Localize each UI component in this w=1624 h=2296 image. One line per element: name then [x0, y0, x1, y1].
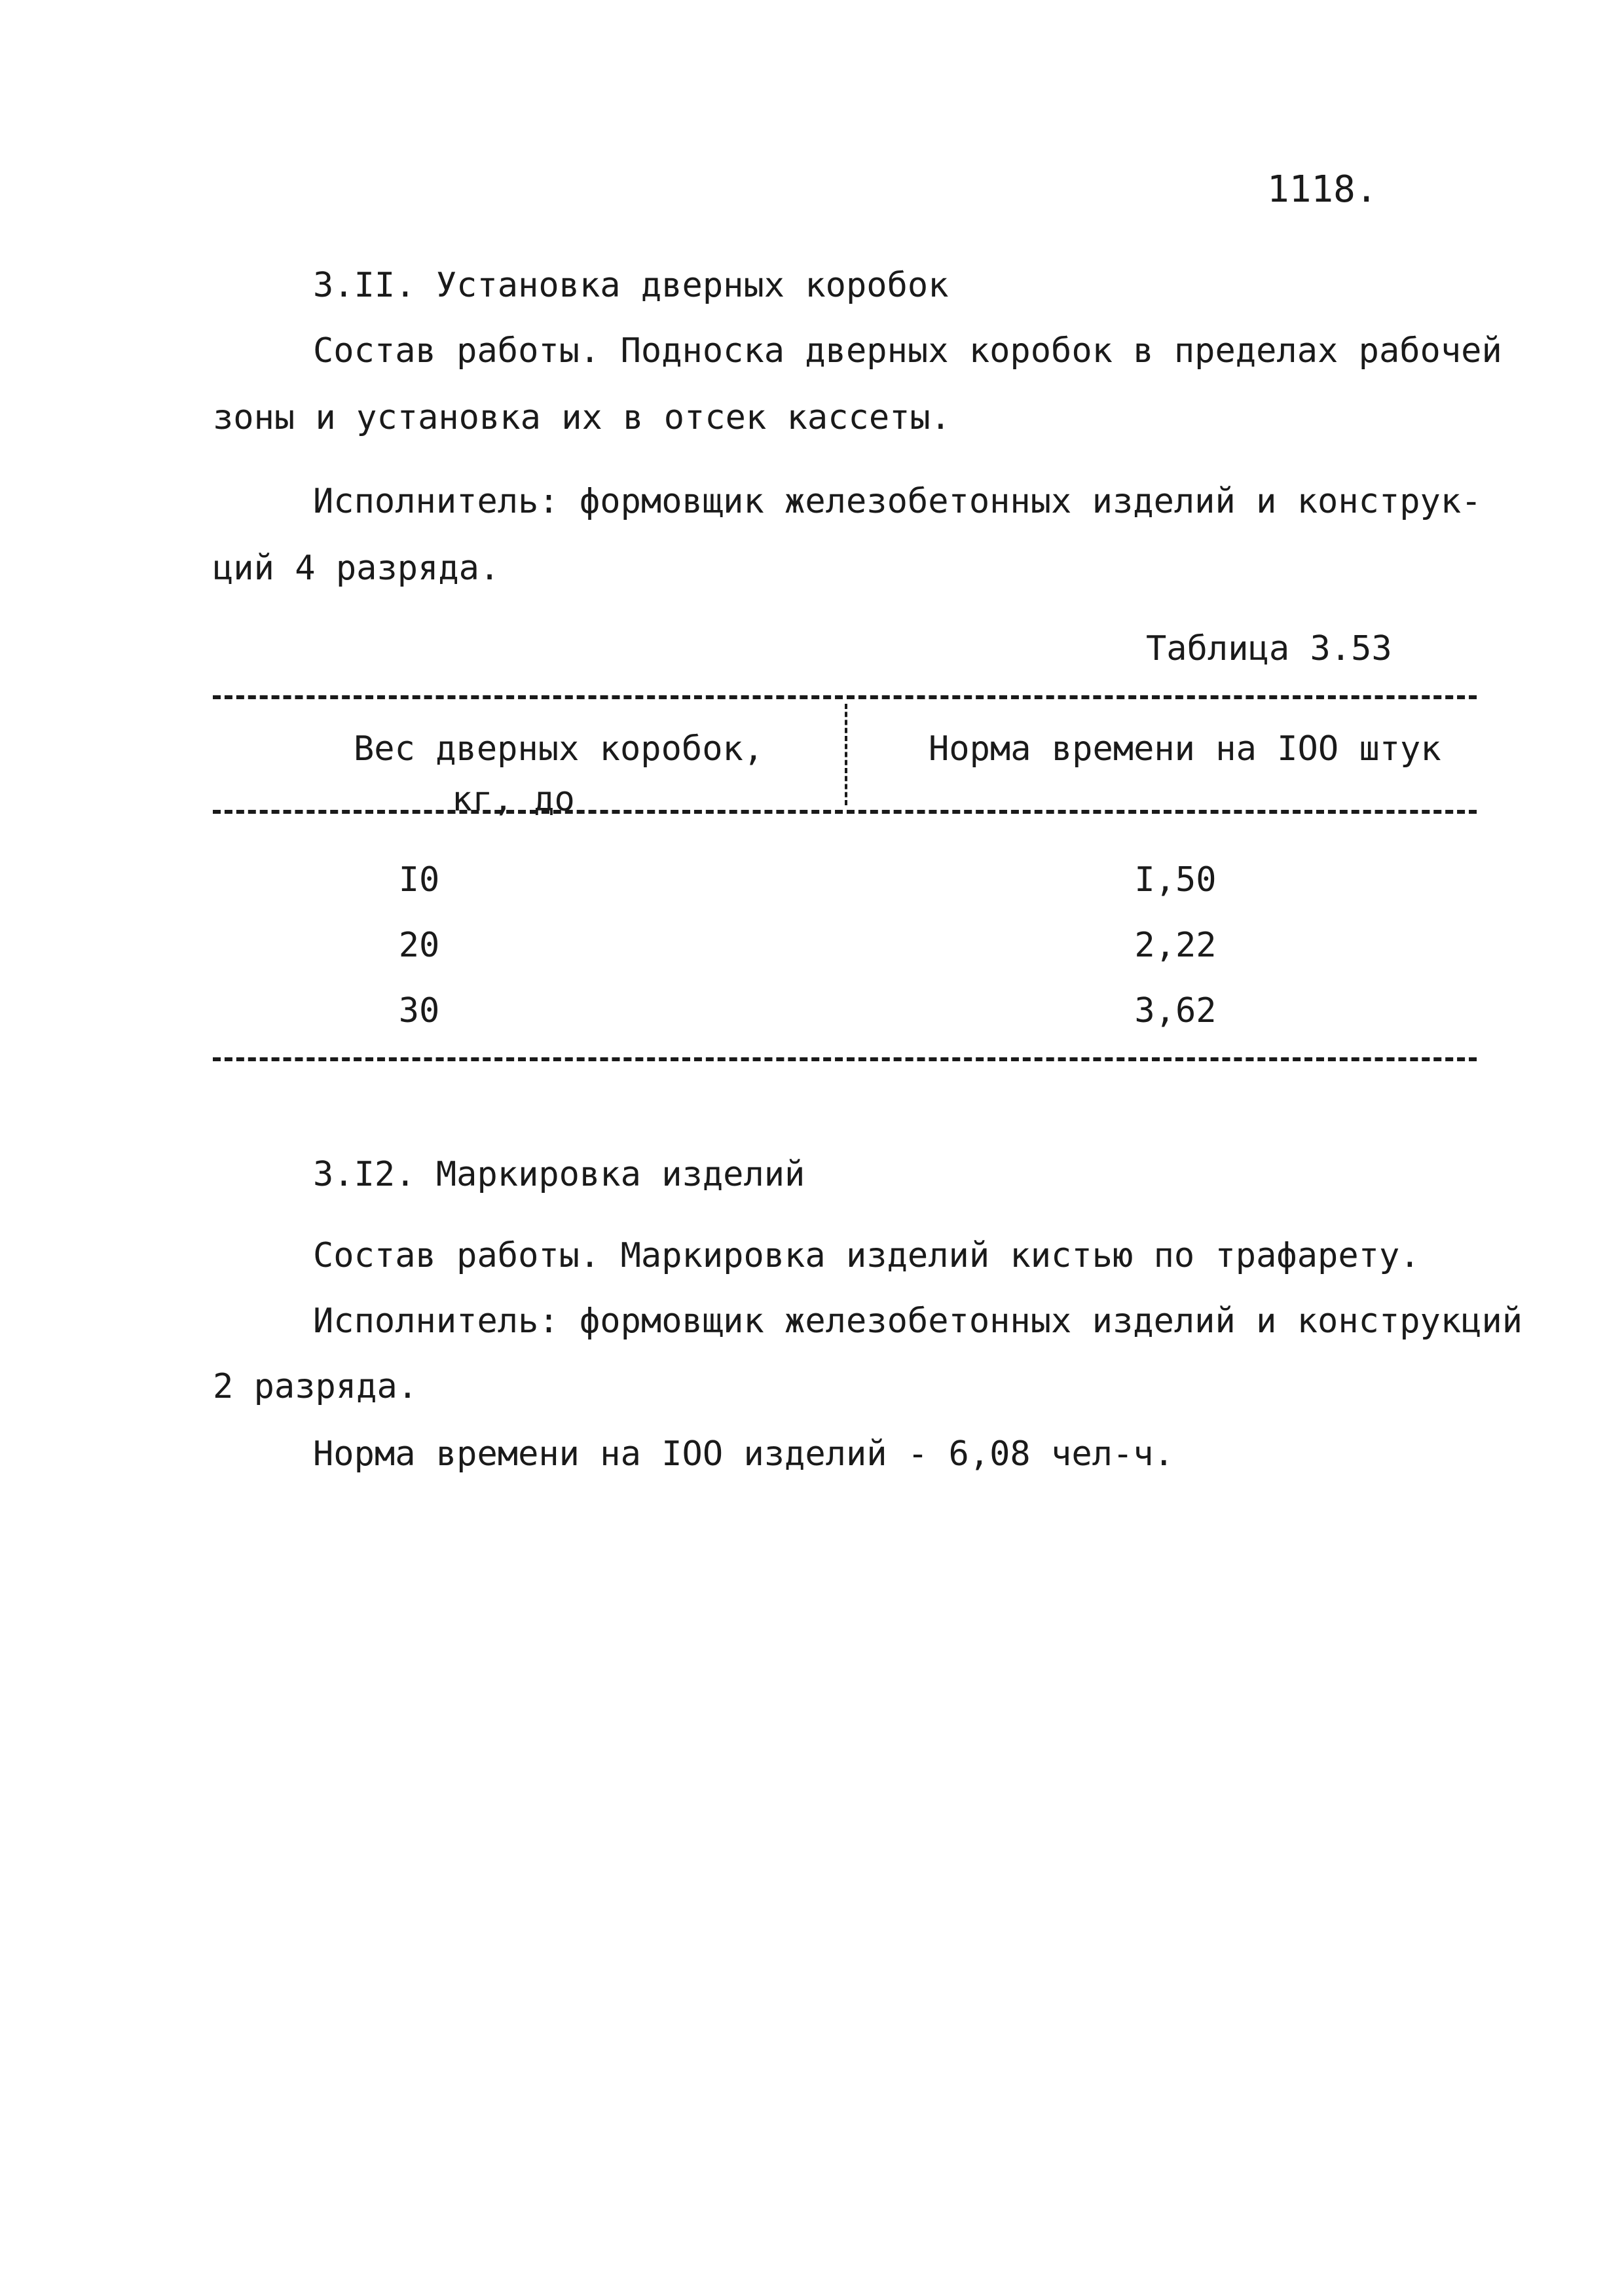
- section-312-norm: Норма времени на IOO изделий - 6,08 чел-ч.: [313, 1434, 1174, 1474]
- table-cell-norm: 3,62: [1134, 991, 1217, 1030]
- table-cell-weight: 30: [398, 991, 440, 1030]
- table-column-divider: [845, 704, 847, 805]
- section-311-executor-line2: ций 4 разряда.: [213, 549, 500, 588]
- section-312-executor-line2: 2 разряда.: [213, 1367, 418, 1406]
- page-number: 1118.: [1267, 168, 1378, 211]
- table-cell-weight: I0: [398, 860, 440, 900]
- section-311-heading: 3.II. Установка дверных коробок: [313, 266, 949, 305]
- table-bottom-rule: [213, 1057, 1477, 1061]
- table-caption: Таблица 3.53: [1146, 629, 1392, 668]
- section-312-heading: 3.I2. Маркировка изделий: [313, 1155, 805, 1194]
- table-top-rule: [213, 695, 1477, 699]
- section-312-composition: Состав работы. Маркировка изделий кистью по трафарету.: [313, 1236, 1420, 1275]
- section-311-composition-line2: зоны и установка их в отсек кассеты.: [213, 398, 951, 437]
- section-312-executor-line1: Исполнитель: формовщик железобетонных изделий и конструкций: [313, 1302, 1523, 1341]
- section-311-composition-line1: Состав работы. Подноска дверных коробок в пределах рабочей: [313, 331, 1502, 371]
- table-cell-weight: 20: [398, 926, 440, 965]
- section-311-executor-line1: Исполнитель: формовщик железобетонных изделий и конструк-: [313, 482, 1482, 521]
- table-header-rule: [213, 810, 1477, 814]
- table-cell-norm: I,50: [1134, 860, 1217, 900]
- table-header-norm: Норма времени на IOO штук: [929, 729, 1441, 769]
- table-header-weight-line2: кг, до: [452, 780, 575, 819]
- table-header-weight-line1: Вес дверных коробок,: [354, 729, 764, 769]
- table-cell-norm: 2,22: [1134, 926, 1217, 965]
